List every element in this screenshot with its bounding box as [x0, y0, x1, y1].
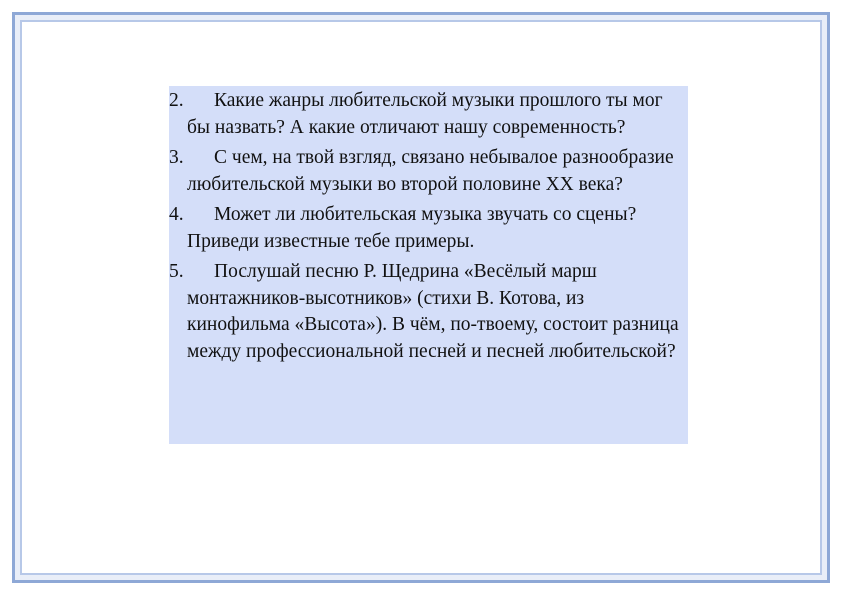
- question-number: 5.: [169, 261, 184, 282]
- questions-list: [169, 88, 688, 365]
- question-number: 3.: [169, 147, 184, 168]
- question-item-3: [169, 145, 688, 198]
- question-number: 2.: [169, 90, 184, 111]
- question-text: С чем, на твой взгляд, связано небывалое разнообразие любительской музыки во второй половине XX века?: [187, 147, 674, 195]
- question-text: Послушай песню Р. Щедрина «Весёлый марш монтажников-высотников» (стихи В. Котова, из кинофильма «Высота»). В чём, по-твоему, состоит разница между профессиональной песней и песней любительской?: [187, 261, 679, 362]
- question-item-4: [169, 202, 688, 255]
- question-number: 4.: [169, 204, 184, 225]
- question-text: Может ли любительская музыка звучать со сцены? Приведи известные тебе примеры.: [187, 204, 637, 252]
- questions-box: [169, 86, 688, 444]
- question-item-2: [169, 88, 688, 141]
- question-text: Какие жанры любительской музыки прошлого ты мог бы назвать? А какие отличают нашу современность?: [187, 90, 663, 138]
- question-item-5: [169, 259, 688, 365]
